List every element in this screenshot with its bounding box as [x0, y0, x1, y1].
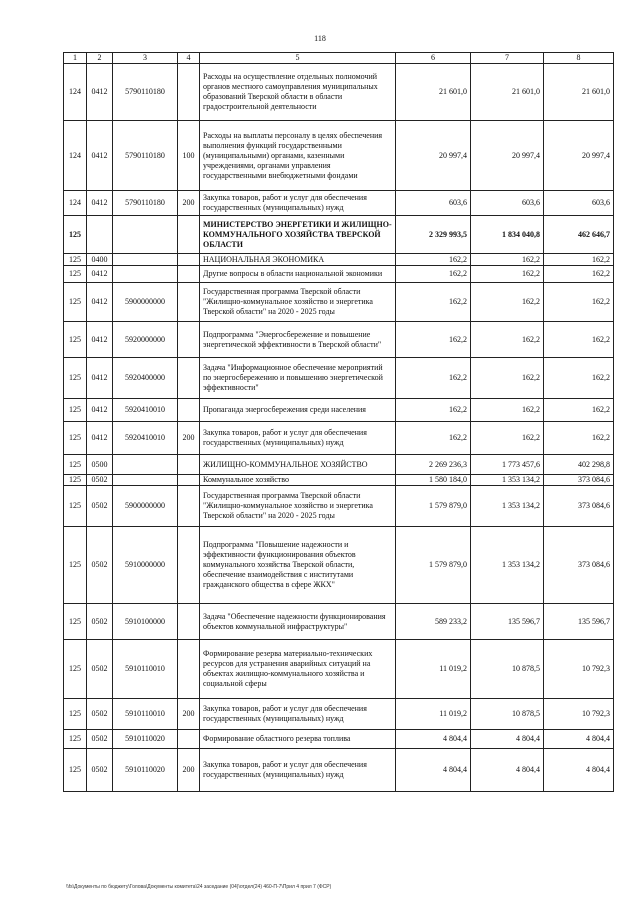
cell-amount-col7: 1 353 134,2 [471, 527, 544, 604]
cell-expense-type: 200 [178, 191, 200, 216]
cell-name: НАЦИОНАЛЬНАЯ ЭКОНОМИКА [200, 254, 396, 266]
cell-admin-code: 125 [64, 699, 87, 730]
column-number: 4 [178, 53, 200, 64]
cell-admin-code: 125 [64, 266, 87, 283]
cell-section-code: 0502 [87, 730, 113, 749]
cell-expense-type [178, 322, 200, 358]
cell-amount-col6: 162,2 [396, 283, 471, 322]
cell-amount-col8: 4 804,4 [544, 730, 614, 749]
cell-amount-col7: 162,2 [471, 422, 544, 455]
footer-file-path: \\fs\Документы по бюджету\Голова\Документы комитета\24 заседание (04)\отдел(24) 460-П-7\Прил 4 прил 7 (ФСР) [66, 884, 332, 890]
table-row [64, 640, 614, 699]
cell-amount-col6: 162,2 [396, 358, 471, 399]
cell-amount-col7: 162,2 [471, 399, 544, 422]
cell-amount-col6: 4 804,4 [396, 730, 471, 749]
table-row [64, 266, 614, 283]
cell-target-article: 5920400000 [113, 358, 178, 399]
cell-amount-col8: 162,2 [544, 422, 614, 455]
cell-section-code: 0500 [87, 455, 113, 475]
cell-expense-type: 200 [178, 422, 200, 455]
cell-target-article: 5900000000 [113, 486, 178, 527]
cell-section-code: 0412 [87, 322, 113, 358]
column-number: 5 [200, 53, 396, 64]
cell-section-code: 0412 [87, 266, 113, 283]
cell-section-code: 0412 [87, 64, 113, 121]
cell-admin-code: 124 [64, 121, 87, 191]
cell-amount-col6: 589 233,2 [396, 604, 471, 640]
cell-target-article: 5910000000 [113, 527, 178, 604]
cell-amount-col8: 162,2 [544, 254, 614, 266]
cell-section-code: 0412 [87, 358, 113, 399]
cell-expense-type [178, 455, 200, 475]
cell-name: МИНИСТЕРСТВО ЭНЕРГЕТИКИ И ЖИЛИЩНО-КОММУНАЛЬНОГО ХОЗЯЙСТВА ТВЕРСКОЙ ОБЛАСТИ [200, 216, 396, 254]
cell-admin-code: 125 [64, 216, 87, 254]
table-row [64, 604, 614, 640]
cell-target-article: 5910100000 [113, 604, 178, 640]
cell-amount-col7: 162,2 [471, 283, 544, 322]
cell-target-article: 5900000000 [113, 283, 178, 322]
cell-name: Подпрограмма "Повышение надежности и эффективности функционирования объектов коммунального хозяйства Тверской области, обеспечение взаимодействия с институтами гражданского общества в сфере ЖКХ" [200, 527, 396, 604]
cell-amount-col7: 21 601,0 [471, 64, 544, 121]
column-number: 1 [64, 53, 87, 64]
cell-admin-code: 125 [64, 399, 87, 422]
cell-admin-code: 124 [64, 191, 87, 216]
cell-section-code: 0502 [87, 475, 113, 486]
cell-amount-col8: 462 646,7 [544, 216, 614, 254]
cell-admin-code: 125 [64, 422, 87, 455]
cell-target-article: 5920410010 [113, 399, 178, 422]
cell-name: Государственная программа Тверской области "Жилищно-коммунальное хозяйство и энергетика Тверской области" на 2020 - 2025 годы [200, 486, 396, 527]
cell-expense-type [178, 527, 200, 604]
cell-section-code: 0400 [87, 254, 113, 266]
cell-section-code: 0502 [87, 604, 113, 640]
table-row [64, 191, 614, 216]
cell-expense-type [178, 640, 200, 699]
table-row [64, 121, 614, 191]
cell-name: Закупка товаров, работ и услуг для обеспечения государственных (муниципальных) нужд [200, 191, 396, 216]
cell-name: Государственная программа Тверской области "Жилищно-коммунальное хозяйство и энергетика Тверской области" на 2020 - 2025 годы [200, 283, 396, 322]
cell-amount-col8: 603,6 [544, 191, 614, 216]
cell-section-code: 0502 [87, 486, 113, 527]
cell-amount-col6: 20 997,4 [396, 121, 471, 191]
cell-name: ЖИЛИЩНО-КОММУНАЛЬНОЕ ХОЗЯЙСТВО [200, 455, 396, 475]
table-row [64, 749, 614, 792]
cell-amount-col7: 162,2 [471, 254, 544, 266]
cell-expense-type [178, 254, 200, 266]
cell-amount-col7: 4 804,4 [471, 730, 544, 749]
table-row [64, 216, 614, 254]
cell-amount-col8: 21 601,0 [544, 64, 614, 121]
cell-amount-col7: 1 353 134,2 [471, 486, 544, 527]
cell-section-code: 0412 [87, 283, 113, 322]
table-row [64, 254, 614, 266]
cell-amount-col6: 162,2 [396, 322, 471, 358]
column-number-row [64, 53, 614, 64]
cell-section-code [87, 216, 113, 254]
table-row [64, 699, 614, 730]
cell-amount-col7: 1 773 457,6 [471, 455, 544, 475]
table-row [64, 455, 614, 475]
cell-target-article: 5920410010 [113, 422, 178, 455]
cell-admin-code: 125 [64, 527, 87, 604]
column-number: 7 [471, 53, 544, 64]
cell-amount-col7: 10 878,5 [471, 699, 544, 730]
table-row [64, 730, 614, 749]
cell-amount-col7: 162,2 [471, 358, 544, 399]
cell-amount-col7: 162,2 [471, 322, 544, 358]
cell-expense-type [178, 604, 200, 640]
cell-target-article: 5910110020 [113, 730, 178, 749]
cell-amount-col6: 162,2 [396, 266, 471, 283]
cell-target-article [113, 254, 178, 266]
cell-amount-col7: 162,2 [471, 266, 544, 283]
cell-section-code: 0412 [87, 121, 113, 191]
cell-expense-type [178, 358, 200, 399]
cell-amount-col6: 2 329 993,5 [396, 216, 471, 254]
cell-amount-col8: 162,2 [544, 358, 614, 399]
table-row [64, 283, 614, 322]
budget-table [63, 52, 614, 792]
cell-amount-col6: 11 019,2 [396, 699, 471, 730]
cell-admin-code: 125 [64, 730, 87, 749]
cell-name: Задача "Обеспечение надежности функционирования объектов коммунальной инфраструктуры" [200, 604, 396, 640]
cell-admin-code: 125 [64, 475, 87, 486]
cell-name: Формирование резерва материально-технических ресурсов для устранения аварийных ситуаций на объектах жилищно-коммунального хозяйства и социальной сферы [200, 640, 396, 699]
cell-name: Подпрограмма "Энергосбережение и повышение энергетической эффективности в Тверской области" [200, 322, 396, 358]
cell-section-code: 0412 [87, 422, 113, 455]
table-row [64, 322, 614, 358]
cell-amount-col7: 1 353 134,2 [471, 475, 544, 486]
cell-expense-type [178, 283, 200, 322]
cell-admin-code: 125 [64, 358, 87, 399]
cell-amount-col6: 1 580 184,0 [396, 475, 471, 486]
table-row [64, 399, 614, 422]
table-row [64, 64, 614, 121]
cell-expense-type [178, 475, 200, 486]
cell-name: Закупка товаров, работ и услуг для обеспечения государственных (муниципальных) нужд [200, 749, 396, 792]
cell-amount-col7: 1 834 040,8 [471, 216, 544, 254]
table-row [64, 358, 614, 399]
cell-admin-code: 125 [64, 283, 87, 322]
cell-amount-col8: 402 298,8 [544, 455, 614, 475]
cell-expense-type [178, 399, 200, 422]
cell-amount-col7: 10 878,5 [471, 640, 544, 699]
cell-target-article [113, 475, 178, 486]
cell-amount-col7: 603,6 [471, 191, 544, 216]
cell-name: Пропаганда энергосбережения среди населения [200, 399, 396, 422]
cell-expense-type [178, 730, 200, 749]
cell-expense-type [178, 64, 200, 121]
cell-amount-col8: 373 084,6 [544, 527, 614, 604]
cell-amount-col8: 10 792,3 [544, 640, 614, 699]
cell-target-article: 5910110010 [113, 699, 178, 730]
table-row [64, 422, 614, 455]
cell-target-article [113, 455, 178, 475]
cell-expense-type [178, 486, 200, 527]
cell-section-code: 0502 [87, 749, 113, 792]
cell-admin-code: 125 [64, 455, 87, 475]
cell-amount-col8: 20 997,4 [544, 121, 614, 191]
cell-amount-col8: 162,2 [544, 283, 614, 322]
cell-section-code: 0502 [87, 527, 113, 604]
cell-admin-code: 125 [64, 749, 87, 792]
cell-amount-col8: 10 792,3 [544, 699, 614, 730]
cell-target-article: 5910110020 [113, 749, 178, 792]
cell-target-article [113, 216, 178, 254]
cell-name: Закупка товаров, работ и услуг для обеспечения государственных (муниципальных) нужд [200, 422, 396, 455]
cell-admin-code: 125 [64, 322, 87, 358]
cell-expense-type: 200 [178, 699, 200, 730]
column-number: 6 [396, 53, 471, 64]
cell-section-code: 0412 [87, 399, 113, 422]
cell-expense-type [178, 216, 200, 254]
cell-amount-col7: 20 997,4 [471, 121, 544, 191]
cell-name: Формирование областного резерва топлива [200, 730, 396, 749]
column-number: 8 [544, 53, 614, 64]
cell-amount-col6: 1 579 879,0 [396, 527, 471, 604]
cell-name: Задача "Информационное обеспечение мероприятий по энергосбережению и повышению энергетической эффективности" [200, 358, 396, 399]
cell-amount-col6: 603,6 [396, 191, 471, 216]
cell-expense-type: 200 [178, 749, 200, 792]
cell-section-code: 0502 [87, 640, 113, 699]
cell-target-article: 5790110180 [113, 64, 178, 121]
cell-expense-type: 100 [178, 121, 200, 191]
cell-amount-col6: 11 019,2 [396, 640, 471, 699]
cell-amount-col8: 373 084,6 [544, 486, 614, 527]
cell-amount-col8: 4 804,4 [544, 749, 614, 792]
cell-admin-code: 124 [64, 64, 87, 121]
table-row [64, 486, 614, 527]
cell-amount-col7: 135 596,7 [471, 604, 544, 640]
table-row [64, 475, 614, 486]
cell-target-article: 5790110180 [113, 191, 178, 216]
cell-amount-col6: 162,2 [396, 399, 471, 422]
cell-amount-col8: 373 084,6 [544, 475, 614, 486]
cell-admin-code: 125 [64, 486, 87, 527]
cell-amount-col6: 162,2 [396, 254, 471, 266]
cell-admin-code: 125 [64, 604, 87, 640]
table-row [64, 527, 614, 604]
cell-amount-col6: 162,2 [396, 422, 471, 455]
cell-target-article: 5910110010 [113, 640, 178, 699]
cell-section-code: 0412 [87, 191, 113, 216]
cell-target-article: 5790110180 [113, 121, 178, 191]
cell-amount-col6: 21 601,0 [396, 64, 471, 121]
cell-name: Закупка товаров, работ и услуг для обеспечения государственных (муниципальных) нужд [200, 699, 396, 730]
cell-admin-code: 125 [64, 254, 87, 266]
cell-name: Другие вопросы в области национальной экономики [200, 266, 396, 283]
cell-admin-code: 125 [64, 640, 87, 699]
cell-amount-col8: 162,2 [544, 322, 614, 358]
cell-name: Расходы на выплаты персоналу в целях обеспечения выполнения функций государственными (муниципальными) органами, казенными учреждениями, органами управления государственными внебюджетными фондами [200, 121, 396, 191]
cell-amount-col8: 162,2 [544, 399, 614, 422]
cell-amount-col7: 4 804,4 [471, 749, 544, 792]
cell-amount-col6: 2 269 236,3 [396, 455, 471, 475]
cell-amount-col6: 4 804,4 [396, 749, 471, 792]
cell-name: Коммунальное хозяйство [200, 475, 396, 486]
page-number: 118 [314, 34, 326, 43]
cell-expense-type [178, 266, 200, 283]
cell-target-article: 5920000000 [113, 322, 178, 358]
cell-target-article [113, 266, 178, 283]
cell-section-code: 0502 [87, 699, 113, 730]
cell-amount-col6: 1 579 879,0 [396, 486, 471, 527]
cell-name: Расходы на осуществление отдельных полномочий органов местного самоуправления муниципальных образований Тверской области в области градостроительной деятельности [200, 64, 396, 121]
cell-amount-col8: 162,2 [544, 266, 614, 283]
cell-amount-col8: 135 596,7 [544, 604, 614, 640]
column-number: 3 [113, 53, 178, 64]
column-number: 2 [87, 53, 113, 64]
